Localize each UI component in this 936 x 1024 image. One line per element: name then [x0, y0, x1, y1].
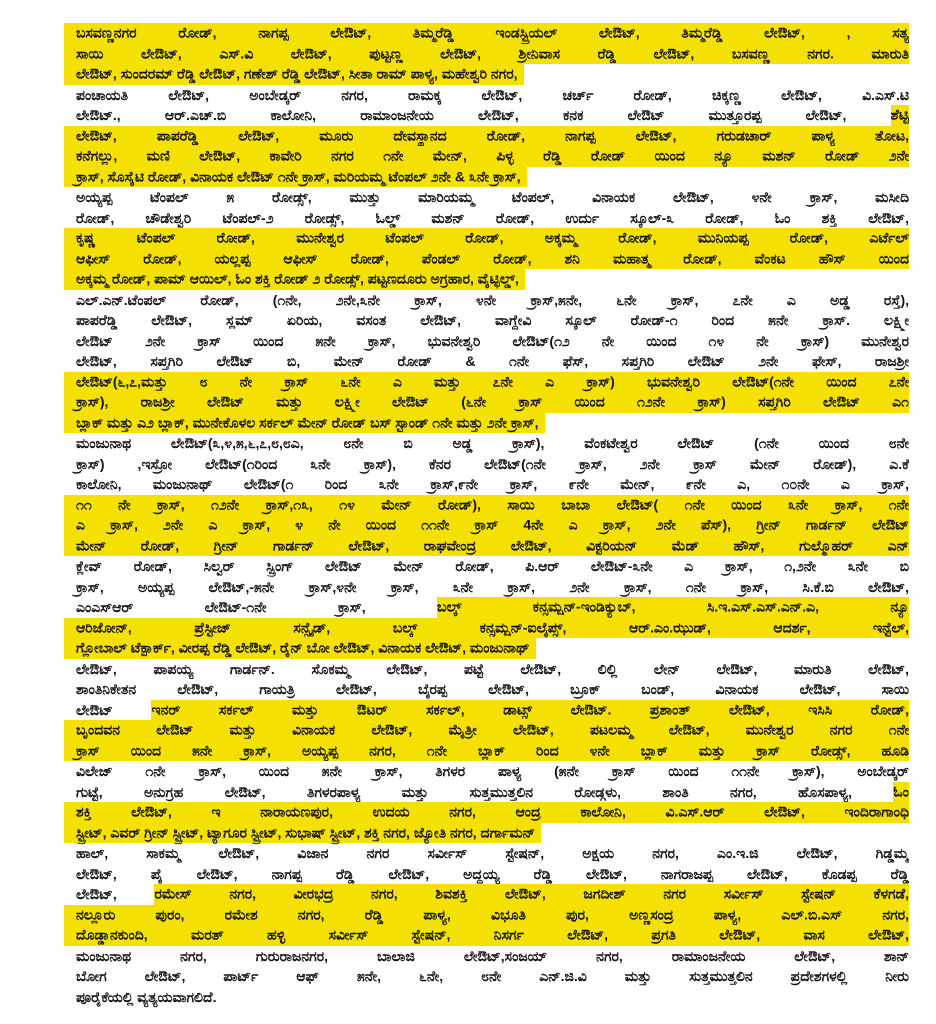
text-line	[64, 905, 909, 926]
highlighted-text: ೧೧ ನೇ ಕ್ರಾಸ್, ೧೨ನೇ ಕ್ರಾಸ್,೧೩, ೧೪ ಮೇನ್ ರೋಡ್), ಸಾಯಿ ಬಾಬಾ ಲೇಔಟ್( ೧ನೇ ಯಿಂದ ೩ನೇ ಕ್ರಾಸ್, ೧ನೇ	[64, 495, 909, 516]
plain-text: ಲೇಔಟ್ ೨ನೇ ಕ್ರಾಸ್ ಯಿಂದ ೫ನೇ ಕ್ರಾಸ್, ಭುವನೇಶ್ವರಿ ಲೇಔಟ್(೧೨ ನೇ ಯಿಂದ ೧೪ ನೇ ಕ್ರಾಸ್) ಮುನೇಶ್ವರ	[76, 332, 909, 349]
text-line	[64, 372, 909, 393]
text-line	[64, 536, 909, 557]
highlighted-text: ಓಂ	[893, 782, 909, 803]
plain-text: ಎಲ್.ಎನ್.ಟೆಂಪಲ್ ರೋಡ್, (೧ನೇ, ೨ನೇ,೩ನೇ ಕ್ರಾಸ್, ೪ನೇ ಕ್ರಾಸ್,೫ನೇ, ೬ನೇ ಕ್ರಾಸ್, ೭ನೇ ಎ ಅಡ್ಡ ರಸ್ತೆ),	[76, 291, 909, 308]
plain-text: ಪೂರೈಕೆಯಲ್ಲಿ ವ್ಯತ್ಯಯವಾಗಲಿದೆ.	[76, 988, 217, 1005]
plain-text: ಬೋಗ ಲೇಔಟ್, ಪಾರ್ಟ್ ಆಫ್ ೫ನೇ, ೬ನೇ, ೮ನೇ ಎನ್.ಜಿ.ವಿ ಮತ್ತು ಸುತ್ತಮುತ್ತಲಿನ ಪ್ರದೇಶಗಳಲ್ಲಿ ನೀರು	[76, 968, 909, 984]
highlighted-text: ಲೇಔಟ್(೬,೭,ಮತ್ತು ೮ ನೇ ಕ್ರಾಸ್ ೬ನೇ ಎ ಮತ್ತು ೭ನೇ ಎ ಕ್ರಾಸ್) ಭುವನೇಶ್ವರಿ ಲೇಔಟ್(೧ನೇ ಯಿಂದ ೭ನೇ	[64, 372, 909, 393]
text-line	[64, 105, 909, 126]
text-line	[64, 597, 909, 618]
text-line	[64, 679, 909, 700]
highlighted-text: ಮೇನ್ ರೋಡ್, ಗ್ರೀನ್ ಗಾರ್ಡನ್ ಲೇಔಟ್, ರಾಘವೇಂದ್ರ ಲೇಔಟ್, ವಿಕ್ಟರಿಯನ್ ಮೆಡ್ ಹೌಸ್, ಗುಲ್ಮೊಹರ್ ಎನ್	[64, 536, 909, 557]
plain-text: ಮಂಜುನಾಥ ನಗರ, ಗುರುರಾಜನಗರ, ಬಾಲಾಜಿ ಲೇಔಟ್,ಸಂಜಯ್ ನಗರ, ರಾಮಾಂಜನೇಯ ಲೇಔಟ್, ಶಾನ್	[76, 947, 909, 964]
text-line	[64, 638, 909, 659]
plain-text: ಅಯ್ಯಪ್ಪ ಟೆಂಪಲ್ ೫ ರೋಡ್ಸ್, ಮುತ್ತು ಮಾರಿಯಮ್ಮ ಟೆಂಪಲ್, ವಿನಾಯಕ ಲೇಔಟ್, ೪ನೇ ಕ್ರಾಸ್, ಮಸೀದಿ	[76, 189, 909, 205]
plain-text: ಕಾಲೋನಿ, ಮಂಜುನಾಥ್ ಲೇಔಟ್(೧ ರಿಂದ ೩ನೇ ಕ್ರಾಸ್,೯ನೇ ಕ್ರಾಸ್, ೯ನೇ ಮೇನ್, ೯ನೇ ಎ, ೧೦ನೇ ಎ ಕ್ರಾಸ್,	[76, 476, 909, 492]
highlighted-text: ನಲ್ಲೂರು ಪುರಂ, ರಮೇಶ ನಗರ, ರೆಡ್ಡಿ ಪಾಳ್ಯ, ವಿಭೂತಿ ಪುರ, ಅಣ್ಣಸಂದ್ರ ಪಾಳ್ಯ, ಎಲ್.ಬಿ.ಎಸ್ ನಗರ,	[64, 905, 909, 926]
highlighted-text: ಶಕ್ತಿ ಲೇಔಟ್, ಇ ನಾರಾಯಣಪುರ, ಉದಯ ನಗರ, ಆಂದ್ರ ಕಾಲೋನಿ, ವಿ.ಎಸ್.ಆರ್ ಲೇಔಟ್, ಇಂದಿರಾಗಾಂಧಿ	[64, 802, 909, 823]
highlighted-text: ಲೇಔಟ್, ಸುಂದರಮ್ ರೆಡ್ಡಿ ಲೇಔಟ್, ಗಣೇಶ್ ರೆಡ್ಡಿ ಲೇಔಟ್, ಸೀತಾ ರಾಮ್ ಪಾಳ್ಯ, ಮಹೇಶ್ವರಿ ನಗರ,	[64, 63, 524, 84]
text-line	[64, 249, 909, 270]
text-line	[64, 208, 909, 229]
text-line	[64, 884, 909, 905]
highlighted-text: ಆಫೀಸ್ ರೋಡ್, ಯಲ್ಲಪ್ಪ ಆಫೀಸ್ ರೋಡ್, ಪೆಂಡಲ್ ರೋಡ್, ಶನಿ ಮಹಾತ್ಮ ರೋಡ್, ವೆಂಕಟ ಹೌಸ್ ಯಿಂದ	[64, 249, 909, 270]
text-line	[64, 269, 909, 290]
text-line	[64, 413, 909, 434]
plain-text: ಪಾಪರೆಡ್ಡಿ ಲೇಔಟ್, ಸ್ಲಮ್ ಏರಿಯ, ವಸಂತ ಲೇಔಟ್, ವಾಗ್ದೇವಿ ಸ್ಕೂಲ್ ರೋಡ್-೧ ರಿಂದ ೫ನೇ ಕ್ರಾಸ್. ಲಕ್ಷ್ಮೀ	[76, 312, 909, 328]
highlighted-text: ದೊಡ್ಡಾನಕುಂದಿ, ಮರತ್ ಹಳ್ಳಿ ಸರ್ವೀಸ್ ಸ್ಟೇಷನ್, ನಿಸರ್ಗ ಲೇಔಟ್, ಪ್ರಗತಿ ಲೇಔಟ್, ವಾಸ ಲೇಔಟ್,	[64, 925, 909, 946]
text-line	[64, 925, 909, 946]
plain-text: ಲೇಔಟ್., ಆರ್.ಎಚ್.ಬಿ ಕಾಲೋನಿ, ರಾಮಾಂಜನೇಯ ಲೇಔಟ್, ಕನಕ ಲೇಔಟ್ ಮುತ್ತೂರಪ್ಪ ಲೇಔಟ್,	[76, 107, 891, 123]
text-line	[64, 167, 909, 188]
text-line	[64, 474, 909, 495]
plain-text: ಲೇಔಟ್, ಸಪ್ತಗಿರಿ ಲೇಔಟ್ ಬಿ, ಮೇನ್ ರೋಡ್ & ೧ನೇ ಫೆಸ್, ಸಪ್ತಗಿರಿ ಲೇಔಟ್ ೨ನೇ ಫೇಸ್, ರಾಜಶ್ರೀ	[76, 353, 909, 369]
text-line	[64, 310, 909, 331]
plain-text: ಲೇಔಟ್	[76, 701, 152, 718]
text-line	[64, 85, 909, 106]
highlighted-text: ಕನೆಗಲ್ಲು, ಮಣಿ ಲೇಔಟ್, ಕಾವೇರಿ ನಗರ ೧ನೇ ಮೇನ್, ಪಿಳ್ಳ ರೆಡ್ಡಿ ರೋಡ್ ಯಿಂದ ನ್ಯೂ ಮಶನ್ ರೋಡ್ ೨ನೇ	[64, 146, 909, 167]
highlighted-text: ಅಕ್ಕಮ್ಮ ರೋಡ್, ಪಾಮ್ ಆಯಿಲ್, ಓಂ ಶಕ್ತಿ ರೋಡ್ ೨ ರೋಡ್ಸ್, ಪಟ್ಟಣದೂರು ಅಗ್ರಹಾರ, ವೈಟ್ಫಿಲ್ಡ್,	[64, 268, 525, 289]
text-line	[64, 659, 909, 680]
highlighted-text: ಬಲ್ಕ್ ಕನ್ಸಮ್ಷನ್-ಇಂಡಿಕ್ಯುಬ್, ಸಿ.ಇ.ಎಸ್.ಎಸ್.ಎನ್.ಎ, ನ್ಯೂ	[437, 597, 909, 618]
highlighted-text: ಎ ಕ್ರಾಸ್, ೨ನೇ ಎ ಕ್ರಾಸ್, ೪ ನೇ ಯಿಂದ ೧೧ನೇ ಕ್ರಾಸ್ 4ನೇ ಎ ಕ್ರಾಸ್, ೨ನೇ ಪೆಸ್), ಗ್ರೀನ್ ಗಾರ್ಡನ್ ಲೇಔಟ್	[64, 515, 909, 536]
text-line	[64, 351, 909, 372]
text-line	[64, 515, 909, 536]
text-line	[64, 331, 909, 352]
plain-text: ಪಂಚಾಯತಿ ಲೇಔಟ್, ಅಂಬೇಡ್ಕರ್ ನಗರ, ರಾಮಕ್ಕ ಲೇಔಟ್, ಚರ್ಚ್ ರೋಡ್, ಚಿಕ್ಕಣ್ಣ ಲೇಔಟ್, ವಿ.ಎಸ್.ಟಿ	[76, 86, 909, 103]
text-line	[64, 433, 909, 454]
text-line	[64, 228, 909, 249]
text-line	[64, 392, 909, 413]
plain-text: ಲೇಔಟ್, ಪಾಪಯ್ಯ ಗಾರ್ಡನ್. ಸೊಕಮ್ಮ ಲೇಔಟ್, ಪಟ್ಟೆ ಲೇಔಟ್, ಲಿಲ್ಲಿ ಲೇನ್ ಲೇಔಟ್, ಮಾರುತಿ ಲೇಔಟ್,	[76, 660, 909, 677]
text-line	[64, 700, 909, 721]
notice-text-block	[64, 23, 909, 1007]
text-line	[64, 761, 909, 782]
plain-text: ಮಂಜುನಾಥ ಲೇಔಟ್(೩,೪,೫,೬,೭,೮,೮ಎ, ೮ನೇ ಬಿ ಅಡ್ಡ ಕ್ರಾಸ್), ವೆಂಕಟೇಶ್ವರ ಲೇಔಟ್ (೧ನೇ ಯಿಂದ ೮ನೇ	[76, 435, 909, 451]
highlighted-text: ಬೃಂದವನ ಲೇಔಟ್ ಮತ್ತು ವಿನಾಯಕ ಲೇಔಟ್, ಮೈತ್ರೀ ಲೇಔಟ್, ಪಟಲಮ್ಮ ಲೇಔಟ್, ಮುನೇಶ್ವರ ನಗರ ೧ನೇ	[64, 720, 909, 741]
text-line	[64, 126, 909, 147]
text-line	[64, 577, 909, 598]
text-line	[64, 146, 909, 167]
highlighted-text: ಇನರ್ ಸರ್ಕಲ್ ಮತ್ತು ಔಟರ್ ಸರ್ಕಲ್, ಡಾಟ್ಸ್ ಲೇಔಟ್. ಪ್ರಶಾಂತ್ ಲೇಔಟ್, ಇಸಿಸಿ ರೋಡ್,	[151, 700, 909, 721]
text-line	[64, 64, 909, 85]
plain-text: ಹಾಲ್, ಸಾಕಮ್ಮ ಲೇಔಟ್, ವಿಜಾನ ನಗರ ಸರ್ವೀಸ್ ಸ್ಟೇಷನ್, ಅಕ್ಷಯ ನಗರ, ಎಂ.ಇ.ಜಿ ಲೇಔಟ್, ಗಿಡ್ಡಮ್ಮ	[76, 845, 909, 861]
text-line	[64, 782, 909, 803]
plain-text: ಕ್ರಾಸ್) ,ಇಸ್ರೋ ಲೇಔಟ್(೧ರಿಂದ ೩ನೇ ಕ್ರಾಸ್), ಕೆನರ ಲೇಔಟ್(೧ನೇ ಕ್ರಾಸ್, ೨ನೇ ಕ್ರಾಸ್ ಮೇನ್ ರೋಡ್), ಎ.ಕೆ	[76, 455, 909, 472]
highlighted-text: ಗ್ಲೋಬಾಲ್ ಟೆಕ್ಪಾರ್ಕ್, ವೀರಪ್ಪ ರೆಡ್ಡಿ ಲೇಔಟ್, ರೈನ್ ಬೋ ಲೇಔಟ್, ವಿನಾಯಕ ಲೇಔಟ್, ಮಂಜುನಾಥ್	[64, 637, 536, 658]
plain-text: ಕ್ರಾಸ್, ಅಯ್ಯಪ್ಪ ಲೇಔಟ್,-೫ನೇ ಕ್ರಾಸ್,೪ನೇ ಕ್ರಾಸ್, ೩ನೇ ಕ್ರಾಸ್, ೨ನೇ ಕ್ರಾಸ್, ೧ನೇ ಕ್ರಾಸ್, ಸಿ.ಕೆ.ಬಿ ಲೇಔಟ್,	[76, 578, 909, 595]
text-line	[64, 720, 909, 741]
text-line	[64, 946, 909, 967]
text-line	[64, 741, 909, 762]
plain-text: ಗುಟ್ಟೆ, ಅನುಗ್ರಹ ಲೇಔಟ್, ತಿಗಳರಪಾಳ್ಯ ಮತ್ತು ಸುತ್ತಮುತ್ತಲಿನ ರೋಡ್ಗಳು, ಶಾಂತಿ ನಗರ, ಹೊಸಪಾಳ್ಯ,	[76, 783, 894, 800]
text-line	[64, 802, 909, 823]
plain-text: ಎಂಎಸ್ಆರ್ ಲೇಔಟ್-೧ನೇ ಕ್ರಾಸ್,	[76, 599, 437, 615]
text-line	[64, 454, 909, 475]
plain-text: ಲೇಔಟ್, ಪೈ ಲೇಔಟ್, ನಾಗಪ್ಪ ರೆಡ್ಡಿ ಲೇಔಟ್, ಅದ್ದಯ್ಯ ರೆಡ್ಡಿ ಲೇಔಟ್, ನಾಗರಾಜಪ್ಪ ಲೇಔಟ್, ಕೊಡಪ್ಪ ರೆಡ್ಡಿ	[76, 865, 909, 882]
text-line	[64, 823, 909, 844]
text-line	[64, 290, 909, 311]
plain-text: ವಿಲೇಜ್ ೧ನೇ ಕ್ರಾಸ್, ಯಿಂದ ೫ನೇ ಕ್ರಾಸ್, ತಿಗಳರ ಪಾಳ್ಯ (೫ನೇ ಕ್ರಾಸ್ ಯಿಂದ ೧೧ನೇ ಕ್ರಾಸ್), ಅಂಬೇಡ್ಕರ್	[76, 763, 909, 779]
plain-text: ಶಾಂತಿನಿಕೇತನ ಲೇಔಟ್, ಗಾಯತ್ರಿ ಲೇಔಟ್, ಬೈರಪ್ಪ ಲೇಔಟ್, ಬ್ರೂಕ್ ಬಂಡ್, ವಿನಾಯಕ ಲೇಔಟ್, ಸಾಯಿ	[76, 681, 909, 697]
highlighted-text: ಆರಿಜೋನ್, ಪ್ರೆಸ್ಟೀಜ್ ಸನ್ಸೈಡ್, ಬಲ್ಕ್ ಕನ್ಸಮ್ಷನ್-ಐಲೈಪ್ಸ್, ಆರ್.ಎಂ.ಝುಡ್, ಆದರ್ಶ, ಇನ್ಟೆಲ್,	[64, 618, 909, 639]
highlighted-text: ಕ್ರಾಸ್, ಸೊಸೈಟಿ ರೋಡ್, ವಿನಾಯಕ ಲೇಔಟ್ ೧ನೇ ಕ್ರಾಸ್, ಮರಿಯಮ್ಮ ಟೆಂಪಲ್ ೨ನೇ & ೩ನೇ ಕ್ರಾಸ್,	[64, 166, 527, 187]
text-line	[64, 23, 909, 44]
text-line	[64, 966, 909, 987]
highlighted-text: ಕ್ರಾಸ್ ಯಿಂದ ೫ನೇ ಕ್ರಾಸ್, ಅಯ್ಯಪ್ಪ ನಗರ, ೧ನೇ ಬ್ಲಾಕ್ ರಿಂದ ೪ನೇ ಬ್ಲಾಕ್ ಮತ್ತು ಕ್ರಾಸ್ ರೋಡ್ಸ್, ಹೂಡಿ	[64, 741, 909, 762]
highlighted-text: ಲೇಔಟ್, ಪಾಪರೆಡ್ಡಿ ಲೇಔಟ್, ಮೂರು ದೇವಸ್ಥಾನದ ರೋಡ್, ನಾಗಪ್ಪ ಲೇಔಟ್, ಗರುಡಚಾರ್ ಪಾಳ್ಯ ತೋಟ,	[64, 126, 909, 147]
text-line	[64, 843, 909, 864]
text-line	[64, 618, 909, 639]
highlighted-text: ಕೃಷ್ಣ ಟೆಂಪಲ್ ರೋಡ್, ಮುನೇಶ್ವರ ಟೆಂಪಲ್ ರೋಡ್, ಅಕ್ಕಮ್ಮ ರೋಡ್, ಮುನಿಯಪ್ಪ ರೋಡ್, ಎರ್ಟೆಲ್	[64, 228, 909, 249]
plain-text: ರೋಡ್, ಚೌಡೇಶ್ವರಿ ಟೆಂಪಲ್-೨ ರೋಡ್ಸ್, ಓಲ್ಡ್ ಮಶನ್ ರೋಡ್, ಉರ್ದು ಸ್ಕೂಲ್-೩ ರೋಡ್, ಓಂ ಶಕ್ತಿ ಲೇಔಟ್,	[76, 209, 909, 226]
text-line	[64, 987, 909, 1008]
highlighted-text: ರಮೇಸ್ ನಗರ, ವೀರಭದ್ರ ನಗರ, ಶಿವಶಕ್ತಿ ಲೇಔಟ್, ಜಗದೀಶ್ ನಗರ ಸರ್ವೀಸ್ ಸ್ಟೇಷನ್ ಕೆಳಗಡೆ,	[154, 884, 909, 905]
highlighted-text: ಬಸವಣ್ಣನಗರ ರೋಡ್, ನಾಗಪ್ಪ ಲೇಔಟ್, ತಿಮ್ಮರೆಡ್ಡಿ ಇಂಡಸ್ಟ್ರಿಯಲ್ ಲೇಔಟ್, ತಿಮ್ಮರೆಡ್ಡಿ ಲೇಔಟ್, , ಸತ್ಯ	[64, 23, 909, 44]
text-line	[64, 864, 909, 885]
text-line	[64, 44, 909, 65]
text-line	[64, 556, 909, 577]
highlighted-text: ಶೆಟ್ಟಿ	[891, 105, 909, 126]
text-line	[64, 495, 909, 516]
text-line	[64, 187, 909, 208]
plain-text: ಕ್ಲೇವ್ ರೋಡ್, ಸಿಲ್ವರ್ ಸ್ಪ್ರಿಂಗ್ ಲೇಔಟ್ ಮೇನ್ ರೋಡ್, ಪಿ.ಆರ್ ಲೇಔಟ್-೩ನೇ ಎ ಕ್ರಾಸ್, ೧,೨ನೇ ೩ನೇ ಬಿ	[76, 558, 909, 574]
plain-text: ಲೇಔಟ್,	[76, 886, 155, 902]
highlighted-text: ಬ್ಲಾಕ್ ಮತ್ತು ಎ೨ ಬ್ಲಾಕ್, ಮುನೇಕೊಳಲ ಸರ್ಕಲ್ ಮೇನ್ ರೋಡ್ ಬಸ್ ಸ್ಟಾಂಡ್ ೧ನೇ ಮತ್ತು ೨ನೇ ಕ್ರಾಸ್,	[64, 412, 545, 433]
highlighted-text: ಸಾಯಿ ಲೇಔಟ್, ಎಸ್.ವಿ ಲೇಔಟ್, ಪುಟ್ಟಣ್ಣ ಲೇಔಟ್, ಶ್ರೀನಿವಾಸ ರೆಡ್ಡಿ ಲೇಔಟ್, ಬಸವಣ್ಣ ನಗರ. ಮಾರುತಿ	[64, 44, 909, 65]
highlighted-text: ಸ್ಟ್ರೀಟ್, ಎವರ್ ಗ್ರೀನ್ ಸ್ಟ್ರೀಟ್, ಟ್ಯಾಗೂರ ಸ್ಟ್ರೀಟ್, ಸುಭಾಷ್ ಸ್ಟ್ರೀಟ್, ಶಕ್ತಿ ನಗರ, ಜ್ಯೋತಿ ನಗರ, ದರ್ಗಾಮನ್	[64, 822, 541, 843]
highlighted-text: ಕ್ರಾಸ್), ರಾಜಶ್ರೀ ಲೇಔಟ್ ಮತ್ತು ಲಕ್ಷ್ಮೀ ಲೇಔಟ್ (೬ನೇ ಕ್ರಾಸ್ ಯಿಂದ ೧೨ನೇ ಕ್ರಾಸ್) ಸಪ್ತಗಿರಿ ಲೇಔಟ್ ಎ೧	[64, 392, 909, 413]
